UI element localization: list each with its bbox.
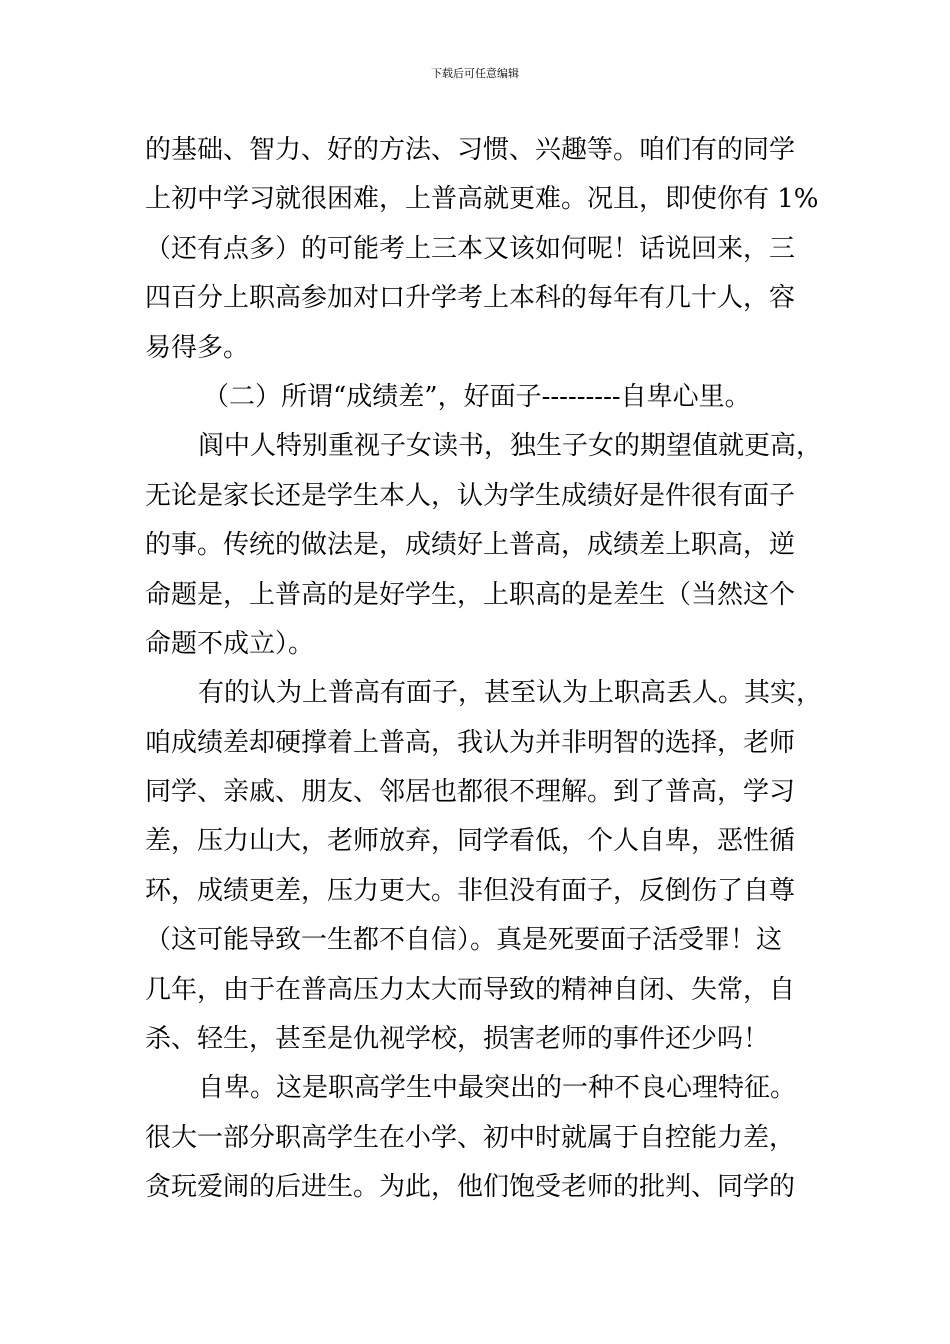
text-line: （还有点多）的可能考上三本又该如何呢！话说回来，三 <box>145 233 796 264</box>
page-header-note: 下载后可任意编辑 <box>431 67 519 80</box>
text-line: 的基础、智力、好的方法、习惯、兴趣等。咱们有的同学 <box>145 135 796 165</box>
text-line: 上初中学习就很困难，上普高就更难。况且，即使你有 1% <box>145 184 819 215</box>
text-line: 阆中人特别重视子女读书，独生子女的期望值就更高， <box>198 431 823 462</box>
text-line: （这可能导致一生都不自信）。真是死要面子活受罪！这 <box>145 925 783 956</box>
text-line: 命题不成立）。 <box>145 628 315 659</box>
text-line: 易得多。 <box>145 332 250 363</box>
text-line: 四百分上职高参加对口升学考上本科的每年有几十人，容 <box>145 283 796 314</box>
paragraph-1 <box>145 126 835 373</box>
text-line: 几年，由于在普高压力太大而导致的精神自闭、失常，自 <box>145 974 796 1005</box>
text-line: 环，成绩更差，压力更大。非但没有面子，反倒伤了自尊 <box>145 875 796 906</box>
section-heading <box>145 373 835 422</box>
text-line: 杀、轻生，甚至是仇视学校，损害老师的事件还少吗！ <box>145 1024 770 1055</box>
text-line: 差，压力山大，老师放弃，同学看低，个人自卑，恶性循 <box>145 826 796 857</box>
text-line: 自卑。这是职高学生中最突出的一种不良心理特征。 <box>198 1073 797 1104</box>
text-line: 同学、亲戚、朋友、邻居也都很不理解。到了普高，学习 <box>145 777 796 808</box>
paragraph-4 <box>145 1064 835 1212</box>
text-line: 贪玩爱闹的后进生。为此，他们饱受老师的批判、同学的 <box>145 1172 796 1203</box>
paragraph-2 <box>145 422 835 669</box>
text-line: 无论是家长还是学生本人，认为学生成绩好是件很有面子 <box>145 480 796 511</box>
document-body <box>145 126 835 1213</box>
heading-line: （二）所谓“成绩差”，好面子---------自卑心里。 <box>203 381 751 412</box>
text-line: 命题是，上普高的是好学生，上职高的是差生（当然这个 <box>145 579 796 610</box>
text-line: 有的认为上普高有面子，甚至认为上职高丢人。其实， <box>198 678 823 709</box>
text-line: 咱成绩差却硬撑着上普高，我认为并非明智的选择，老师 <box>145 727 796 758</box>
text-line: 很大一部分职高学生在小学、初中时就属于自控能力差， <box>145 1122 796 1153</box>
text-line: 的事。传统的做法是，成绩好上普高，成绩差上职高，逆 <box>145 530 796 561</box>
paragraph-3 <box>145 669 835 1064</box>
